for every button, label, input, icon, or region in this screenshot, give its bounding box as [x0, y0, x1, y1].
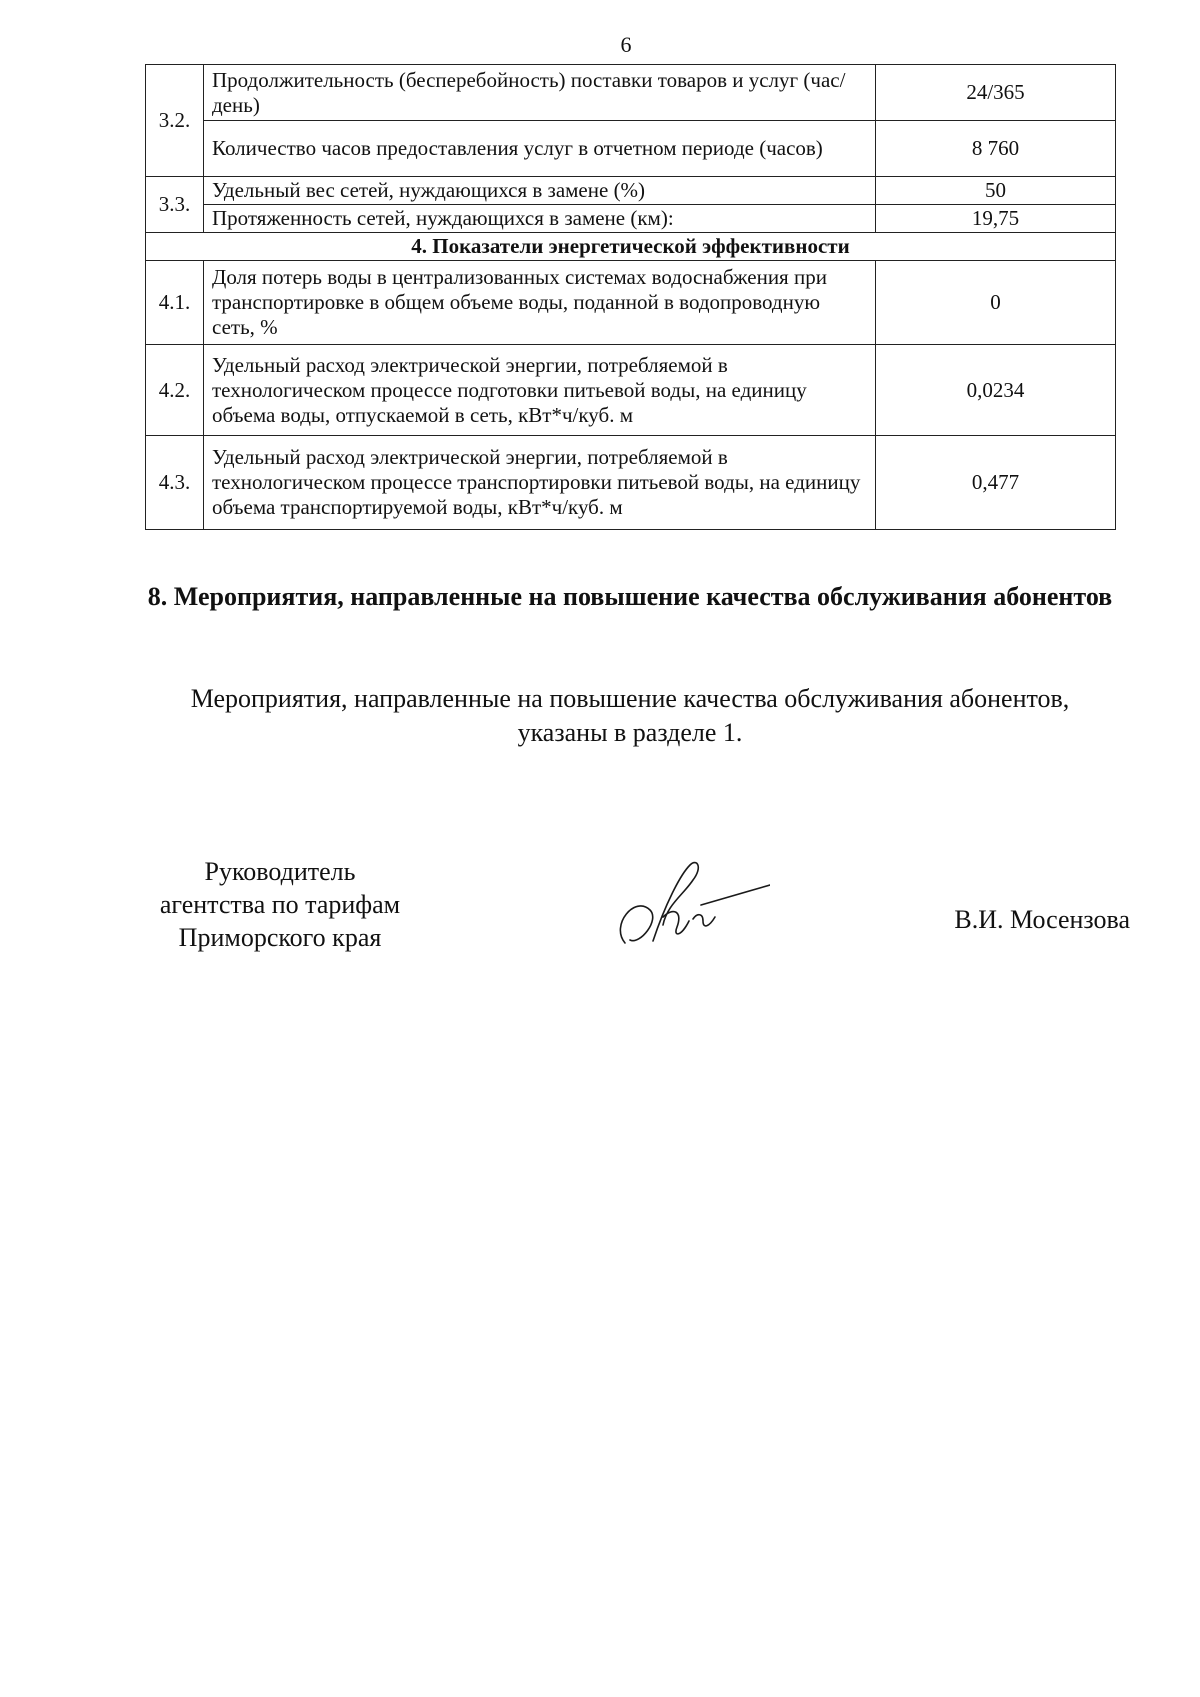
table-row	[146, 345, 1116, 436]
section-body: Мероприятия, направленные на повышение качества обслуживания абонентов, указаны в разделе 1.	[190, 684, 1070, 747]
signatory-position	[130, 855, 430, 954]
signature-image	[605, 855, 770, 950]
table-row	[146, 436, 1116, 530]
indicator-value: 19,75	[876, 205, 1116, 233]
indicator-name: Продолжительность (бесперебойность) поставки товаров и услуг (час/день)	[204, 65, 876, 121]
indicator-name: Доля потерь воды в централизованных системах водоснабжения при транспортировке в общем объеме воды, поданной в водопроводную сеть, %	[204, 261, 876, 345]
page-number: 6	[620, 32, 632, 57]
row-number: 3.3.	[146, 177, 204, 233]
indicator-value: 50	[876, 177, 1116, 205]
indicator-name: Количество часов предоставления услуг в отчетном периоде (часов)	[204, 121, 876, 177]
signatory-name: В.И. Мосензова	[954, 905, 1130, 934]
row-number: 4.1.	[146, 261, 204, 345]
indicator-value: 8 760	[876, 121, 1116, 177]
indicator-value: 24/365	[876, 65, 1116, 121]
table-row	[146, 261, 1116, 345]
position-line: агентства по тарифам	[159, 890, 401, 919]
indicator-name: Удельный расход электрической энергии, потребляемой в технологическом процессе подготовки питьевой воды, на единицу объема воды, отпускаемой в сеть, кВт*ч/куб. м	[204, 345, 876, 436]
position-line: Руководитель	[204, 857, 356, 886]
indicator-value: 0	[876, 261, 1116, 345]
indicator-name: Удельный вес сетей, нуждающихся в замене (%)	[204, 177, 876, 205]
indicator-value: 0,477	[876, 436, 1116, 530]
table-row	[146, 205, 1116, 233]
row-number: 3.2.	[146, 65, 204, 177]
table-row	[146, 233, 1116, 261]
row-number: 4.3.	[146, 436, 204, 530]
indicator-value: 0,0234	[876, 345, 1116, 436]
position-line: Приморского края	[178, 923, 382, 952]
section-heading: 4. Показатели энергетической эффективности	[146, 233, 1116, 261]
row-number: 4.2.	[146, 345, 204, 436]
indicators-table	[145, 64, 1116, 530]
section-title: 8. Мероприятия, направленные на повышение качества обслуживания абонентов	[147, 582, 1113, 611]
table-row	[146, 65, 1116, 121]
indicator-name: Протяженность сетей, нуждающихся в замене (км):	[204, 205, 876, 233]
table-row	[146, 121, 1116, 177]
indicator-name: Удельный расход электрической энергии, потребляемой в технологическом процессе транспортировки питьевой воды, на единицу объема транспортируемой воды, кВт*ч/куб. м	[204, 436, 876, 530]
table-row	[146, 177, 1116, 205]
